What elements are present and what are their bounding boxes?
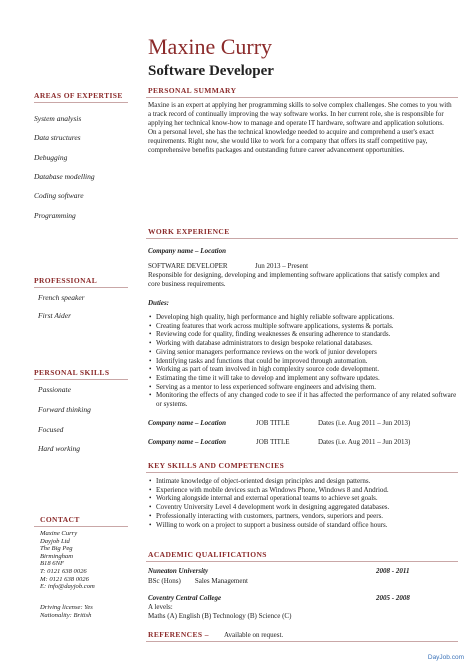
contact-postcode: B18 6NF [40, 560, 64, 568]
expertise-item: Coding software [34, 191, 84, 200]
personal-details [40, 604, 93, 619]
expertise-item: Programming [34, 211, 76, 220]
job-dates: Dates (i.e. Aug 2011 – Jun 2013) [318, 419, 411, 427]
driving-license: Driving license: Yes [40, 604, 93, 611]
contact-address: The Big Peg [40, 545, 73, 553]
school-dates: 2008 - 2011 [376, 567, 410, 575]
key-skills-list [148, 477, 462, 529]
company-name: Company name – Location [148, 419, 226, 427]
duties-list [148, 313, 458, 409]
qualification-line: A levels: [148, 603, 173, 611]
contact-block [40, 530, 95, 591]
dayjob-logo: DayJob.com [427, 654, 464, 661]
list-item: • Reviewing code for quality, finding weaknesses & ensuring adherence to standards. [156, 330, 458, 339]
list-item: • Estimating the time it will take to develop and implement any software updates. [156, 374, 458, 383]
expertise-heading: AREAS OF EXPERTISE [34, 91, 123, 100]
personal-summary-text: Maxine is an expert at applying her programming skills to solve complex challenges. She comes to you with a track record of continually improving the way software works. In her current role, she is responsible for applying her technical know-how to manage and operate IT hardware, software and application solutions. On a personal level, she has the technical knowledge needed to acquire and comprehend a user's exact requirements. Right now, she would like to work for a company that offers its staff competitive pay, comprehensive benefits packages and outstanding future career advancement opportunities. [148, 101, 452, 154]
duties-label: Duties: [148, 299, 169, 307]
list-item: • Serving as a mentor to less experienced software engineers and advising them. [156, 383, 458, 392]
job-title: JOB TITLE [256, 438, 290, 446]
list-item: • Identifying tasks and functions that could be improved through automation. [156, 357, 458, 366]
contact-name: Maxine Curry [40, 530, 78, 537]
personal-skill-item: Hard working [38, 444, 81, 453]
job-dates: Dates (i.e. Aug 2011 – Jun 2013) [318, 438, 411, 446]
resume-name: Maxine Curry [148, 34, 273, 59]
professional-item: French speaker [38, 293, 85, 302]
academic-heading: ACADEMIC QUALIFICATIONS [148, 550, 267, 559]
divider [146, 561, 458, 562]
job-dates: Jun 2013 – Present [255, 262, 309, 270]
divider [146, 97, 458, 98]
personal-skill-item: Focused [38, 425, 64, 434]
work-experience-heading: WORK EXPERIENCE [148, 227, 230, 236]
contact-mobile: M: 0121 638 0026 [40, 575, 89, 583]
contact-heading: CONTACT [40, 515, 80, 524]
job-title: SOFTWARE DEVELOPER [148, 262, 228, 270]
divider [34, 526, 128, 527]
school-dates: 2005 - 2008 [376, 594, 410, 602]
resume-job-title: Software Developer [148, 63, 274, 79]
list-item: • Professionally interacting with customers, partners, vendors, superiors and peers. [156, 512, 462, 521]
list-item: • Working as part of team involved in high complexity source code development. [156, 365, 458, 374]
personal-skill-item: Passionate [38, 385, 71, 394]
divider [146, 472, 458, 473]
personal-summary-heading: PERSONAL SUMMARY [148, 86, 237, 95]
divider [146, 238, 458, 239]
divider [34, 379, 128, 380]
expertise-item: System analysis [34, 114, 82, 123]
expertise-item: Data structures [34, 133, 81, 142]
divider [34, 102, 128, 103]
key-skills-heading: KEY SKILLS AND COMPETENCIES [148, 461, 285, 470]
company-name: Company name – Location [148, 438, 226, 446]
list-item: • Working alongside internal and external operational teams to achieve set goals. [156, 494, 462, 503]
company-name: Company name – Location [148, 247, 226, 255]
contact-company: Dayjob Ltd [40, 537, 70, 545]
nationality: Nationality: British [40, 611, 92, 619]
contact-city: Birmingham [40, 552, 73, 560]
job-title: JOB TITLE [256, 419, 290, 427]
list-item: • Developing high quality, high performance and highly reliable software applications. [156, 313, 458, 322]
job-description: Responsible for designing, developing and implementing software applications that satisfy complex and core business requirements. [148, 271, 440, 288]
contact-telephone: T: 0121 638 0026 [40, 567, 87, 575]
degree-line: BSc (Hons) Sales Management [148, 577, 248, 585]
contact-email[interactable]: E: info@dayjob.com [40, 583, 95, 591]
professional-item: First Aider [38, 311, 71, 320]
list-item: • Working with database administrators to design bespoke relational databases. [156, 339, 458, 348]
divider [34, 287, 128, 288]
list-item: • Experience with mobile devices such as Windows Phone, Windows 8 and Andriod. [156, 486, 462, 495]
references-heading: REFERENCES – [148, 630, 209, 639]
school-name: Coventry Central College [148, 594, 222, 602]
list-item: • Willing to work on a project to support a business outside of standard office hours. [156, 521, 462, 530]
list-item: • Coventry University Level 4 development work in designing aggregated databases. [156, 503, 462, 512]
list-item: • Intimate knowledge of object-oriented design principles and design patterns. [156, 477, 462, 486]
personal-skill-item: Forward thinking [38, 405, 91, 414]
list-item: • Giving senior managers performance reviews on the work of junior developers [156, 348, 458, 357]
professional-heading: PROFESSIONAL [34, 276, 98, 285]
qualification-grades: Maths (A) English (B) Technology (B) Science (C) [148, 612, 292, 620]
references-text: Available on request. [224, 631, 284, 639]
expertise-item: Database modelling [34, 172, 95, 181]
list-item: • Creating features that work across multiple software applications, systems & portals. [156, 322, 458, 331]
expertise-item: Debugging [34, 153, 68, 162]
divider [146, 641, 458, 642]
list-item: • Monitoring the effects of any changed code to see if it has affected the performance of any related software or systems. [156, 391, 458, 408]
personal-skills-heading: PERSONAL SKILLS [34, 368, 110, 377]
school-name: Nuneaton University [148, 567, 209, 575]
